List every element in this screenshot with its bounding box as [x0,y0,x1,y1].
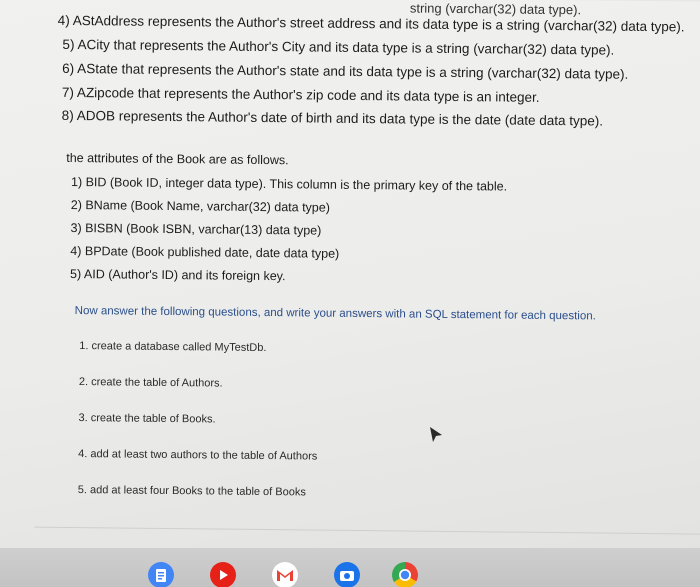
question-2: 2. create the table of Authors. [78,376,223,390]
question-4: 4. add at least two authors to the table of Authors [78,448,318,463]
book-attr-5: 5) AID (Author's ID) and its foreign key. [69,266,286,284]
chrome-icon[interactable] [392,562,418,587]
instruction-text: Now answer the following questions, and write your answers with an SQL statement for each question. [74,305,596,323]
docs-icon[interactable] [148,562,174,587]
author-attr-7: 7) AZipcode that represents the Author's zip code and its data type is an integer. [61,84,540,105]
question-3: 3. create the table of Books. [78,412,216,426]
top-fragment-text: string (varchar(32) data type). [409,0,582,18]
question-5: 5. add at least four Books to the table of Books [77,484,306,499]
book-attr-1: 1) BID (Book ID, integer data type). This column is the primary key of the table. [70,174,508,194]
author-attr-8: 8) ADOB represents the Author's date of birth and its data type is the date (date data type). [61,107,604,129]
mouse-pointer-icon [428,426,444,444]
camera-icon[interactable] [334,562,360,587]
book-attr-2: 2) BName (Book Name, varchar(32) data type) [70,197,330,215]
page-divider [34,527,700,535]
youtube-icon[interactable] [210,562,236,587]
author-attr-6: 6) AState that represents the Author's state and its data type is a string (varchar(32) data type). [62,60,629,82]
author-attr-5: 5) ACity that represents the Author's City and its data type is a string (varchar(32) data type). [62,36,615,58]
gmail-icon[interactable] [272,562,298,587]
author-attr-4: 4) AStAddress represents the Author's street address and its data type is a string (varchar(32) data type). [57,12,685,35]
book-attr-4: 4) BPDate (Book published date, date data type) [70,243,340,261]
book-attr-3: 3) BISBN (Book ISBN, varchar(13) data type) [70,220,322,238]
book-heading: the attributes of the Book are as follows. [66,150,289,168]
question-1: 1. create a database called MyTestDb. [79,340,267,355]
